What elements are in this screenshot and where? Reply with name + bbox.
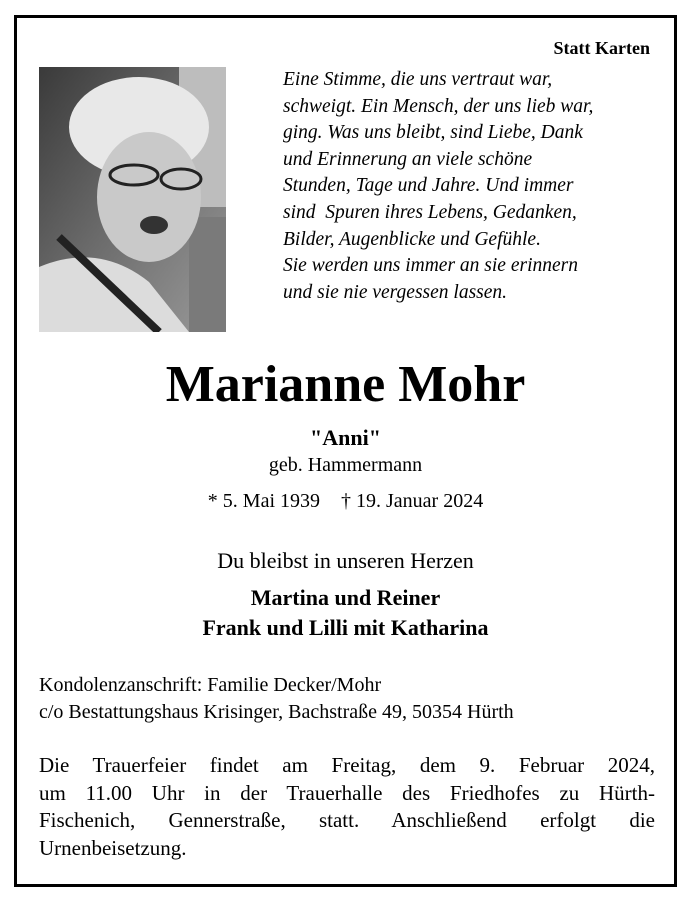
poem-line: sind Spuren ihres Lebens, Gedanken, xyxy=(283,201,577,223)
poem-line: Bilder, Augenblicke und Gefühle. xyxy=(283,228,541,250)
portrait-photo xyxy=(39,67,226,332)
poem xyxy=(283,67,663,306)
deceased-nickname: "Anni" xyxy=(310,425,381,450)
service-line: Urnenbeisetzung. xyxy=(39,835,187,860)
statt-karten-label: Statt Karten xyxy=(553,38,650,58)
poem-line: schweigt. Ein Mensch, der uns lieb war, xyxy=(283,95,594,117)
mourners-line: Frank und Lilli mit Katharina xyxy=(202,615,489,640)
deceased-name: Marianne Mohr xyxy=(165,356,526,413)
poem-line: und Erinnerung an viele schöne xyxy=(283,148,533,170)
death-date: † 19. Januar 2024 xyxy=(341,490,484,512)
poem-line: und sie nie vergessen lassen. xyxy=(283,281,508,303)
obituary-frame xyxy=(14,15,677,887)
birth-date: * 5. Mai 1939 xyxy=(207,490,320,512)
poem-line: ging. Was uns bleibt, sind Liebe, Dank xyxy=(283,122,583,144)
portrait-image xyxy=(39,67,226,332)
service-notice xyxy=(39,752,655,862)
condolence-line: Kondolenzanschrift: Familie Decker/Mohr xyxy=(39,674,382,696)
life-dates xyxy=(17,490,674,513)
poem-line: Sie werden uns immer an sie erinnern xyxy=(283,255,578,277)
mourners-line: Martina und Reiner xyxy=(250,585,441,610)
poem-line: Stunden, Tage und Jahre. Und immer xyxy=(283,175,574,197)
service-line: Fischenich, Gennerstraße, statt. Anschließend erfolgt die xyxy=(39,808,655,832)
birth-name: geb. Hammermann xyxy=(268,454,423,476)
service-line: Die Trauerfeier findet am Freitag, dem 9. Februar 2024, xyxy=(39,753,655,777)
poem-line: Eine Stimme, die uns vertraut war, xyxy=(283,69,553,90)
service-line: um 11.00 Uhr in der Trauerhalle des Friedhofes zu Hürth- xyxy=(39,780,655,805)
condolence-address xyxy=(39,672,514,726)
mourners-intro: Du bleibst in unseren Herzen xyxy=(217,548,474,573)
condolence-line: c/o Bestattungshaus Krisinger, Bachstraße 49, 50354 Hürth xyxy=(39,701,514,723)
